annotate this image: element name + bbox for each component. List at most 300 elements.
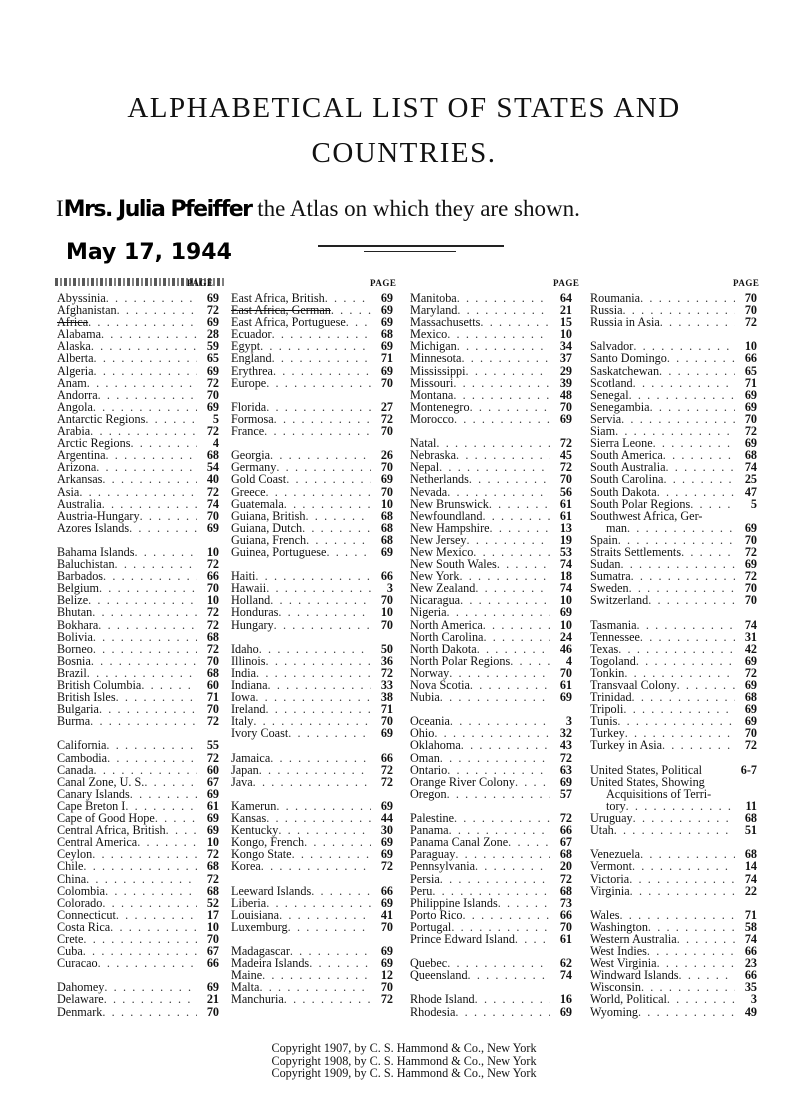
- dot-leader: [94, 764, 197, 776]
- entry-name: Connecticut: [57, 907, 116, 922]
- entry-name: Dahomey: [57, 980, 105, 995]
- dot-leader: [510, 655, 550, 667]
- entry-name: Hawaii: [231, 581, 267, 596]
- entry-name: Andorra: [57, 387, 98, 402]
- dot-leader: [266, 401, 371, 413]
- index-entry: [231, 606, 393, 618]
- dot-leader: [667, 352, 735, 364]
- entry-page-number: 69: [744, 678, 757, 692]
- dot-leader: [273, 365, 371, 377]
- entry-page-number: 70: [380, 424, 393, 439]
- entry-name: Ceylon: [57, 847, 93, 862]
- entry-page-number: 70: [380, 919, 393, 934]
- entry-page-number: 67: [206, 774, 219, 789]
- dot-leader: [663, 449, 735, 461]
- entry-page-number: 55: [206, 738, 219, 753]
- entry-name: British Isles: [57, 690, 116, 705]
- page-title-line-1: ALPHABETICAL LIST OF STATES AND: [127, 92, 681, 124]
- dot-leader: [130, 788, 197, 800]
- entry-name: United States, Showing: [590, 774, 705, 789]
- index-entry: [57, 643, 219, 655]
- index-entry: [231, 885, 393, 897]
- entry-page-number: 11: [745, 798, 757, 813]
- entry-name: Spain: [590, 532, 618, 547]
- entry-name: North America: [410, 617, 483, 632]
- entry-name: Indiana: [231, 678, 268, 692]
- entry-name: Madagascar: [231, 944, 290, 959]
- entry-name: Michigan: [410, 339, 457, 354]
- dot-leader: [620, 558, 735, 570]
- entry-page-number: 43: [559, 738, 572, 753]
- entry-name: Antarctic Regions: [57, 411, 146, 426]
- index-entry: [410, 873, 572, 885]
- dot-leader: [288, 921, 371, 933]
- dot-leader: [469, 473, 550, 485]
- entry-page-number: 61: [559, 931, 572, 946]
- entry-name: Turkey in Asia: [590, 738, 663, 753]
- entry-page-number: 64: [559, 291, 572, 305]
- entry-page-number: 12: [380, 968, 393, 983]
- entry-page-number: 10: [559, 327, 572, 342]
- entry-page-number: 30: [380, 823, 393, 838]
- entry-name: Nepal: [410, 460, 440, 475]
- index-entry: [231, 897, 393, 909]
- dot-leader: [278, 606, 371, 618]
- dot-leader: [130, 437, 197, 449]
- entry-page-number: 72: [559, 436, 572, 451]
- entry-name: Philippine Islands: [410, 895, 498, 910]
- entry-page-number: 42: [744, 641, 757, 656]
- index-entry: [57, 510, 219, 522]
- index-entry: [590, 377, 757, 389]
- index-entry: [57, 715, 219, 727]
- entry-page-number: 70: [380, 460, 393, 475]
- dot-leader: [467, 534, 550, 546]
- entry-page-number: 69: [559, 411, 572, 426]
- entry-page-number: 71: [744, 907, 757, 922]
- entry-name: New Zealand: [410, 581, 476, 596]
- entry-page-number: 70: [744, 291, 757, 305]
- index-entry: [410, 631, 572, 643]
- entry-page-number: 69: [559, 1004, 572, 1019]
- entry-name: Louisiana: [231, 907, 280, 922]
- entry-page-number: 69: [380, 544, 393, 559]
- entry-page-number: 72: [744, 315, 757, 330]
- entry-page-number: 70: [380, 375, 393, 390]
- entry-page-number: 68: [206, 629, 219, 644]
- entry-name: Senegambia: [590, 399, 650, 414]
- dot-leader: [266, 486, 372, 498]
- entry-name: West Indies: [590, 944, 647, 959]
- entry-name: Greece: [231, 484, 266, 499]
- dot-leader: [115, 558, 197, 570]
- dot-leader: [83, 933, 197, 945]
- dot-leader: [262, 969, 371, 981]
- dot-leader: [457, 292, 550, 304]
- index-entry: [231, 752, 393, 764]
- entry-name: Alberta: [57, 351, 94, 366]
- entry-page-number: 57: [559, 786, 572, 801]
- entry-page-number: 72: [744, 544, 757, 559]
- index-entry: [231, 486, 393, 498]
- entry-page-number: 3: [386, 581, 393, 596]
- dot-leader: [636, 655, 735, 667]
- dot-leader: [264, 425, 371, 437]
- index-entry: [410, 752, 572, 764]
- index-entry: [590, 316, 757, 328]
- index-entry: [590, 486, 757, 498]
- entry-page-number: 69: [380, 956, 393, 971]
- dot-leader: [99, 582, 197, 594]
- dot-leader: [626, 800, 735, 812]
- dot-leader: [629, 873, 735, 885]
- entry-name: New South Wales: [410, 557, 497, 572]
- index-entry: [57, 752, 219, 764]
- entry-name: Nicaragua: [410, 593, 461, 608]
- entry-name: Germany: [231, 460, 277, 475]
- entry-name: East Africa, British: [231, 291, 325, 305]
- subtitle: [56, 196, 580, 222]
- entry-page-number: 35: [744, 980, 757, 995]
- entry-page-number: 69: [206, 399, 219, 414]
- dot-leader: [98, 619, 197, 631]
- dot-leader: [455, 1006, 550, 1018]
- dot-leader: [326, 546, 371, 558]
- index-entry: [410, 643, 572, 655]
- dot-leader: [660, 316, 735, 328]
- entry-name: North Polar Regions: [410, 653, 511, 668]
- dot-leader: [266, 582, 371, 594]
- dot-leader: [480, 316, 550, 328]
- index-entry: [410, 739, 572, 751]
- entry-page-number: 74: [559, 557, 572, 572]
- entry-page-number: 70: [380, 593, 393, 608]
- index-entry: [57, 1006, 219, 1018]
- dot-leader: [475, 993, 550, 1005]
- entry-page-number: 70: [559, 665, 572, 680]
- dot-leader: [450, 715, 550, 727]
- dot-leader: [677, 933, 735, 945]
- dot-leader: [110, 921, 197, 933]
- dot-leader: [129, 522, 197, 534]
- dot-leader: [288, 727, 371, 739]
- dot-leader: [690, 498, 735, 510]
- entry-page-number: 72: [206, 617, 219, 632]
- entry-page-number: 69: [744, 714, 757, 729]
- column-header-page-3: PAGE: [553, 278, 580, 288]
- entry-page-number: 70: [559, 472, 572, 487]
- entry-page-number: 65: [744, 363, 757, 378]
- entry-name: Straits Settlements: [590, 544, 682, 559]
- dot-leader: [304, 836, 371, 848]
- dot-leader: [659, 365, 735, 377]
- entry-page-number: 66: [380, 883, 393, 898]
- entry-name: Ontario: [410, 762, 448, 777]
- entry-name: East Africa, Portuguese: [231, 315, 346, 330]
- entry-page-number: 72: [380, 859, 393, 874]
- entry-page-number: 68: [744, 811, 757, 826]
- entry-name: India: [231, 665, 257, 680]
- index-entry: [57, 606, 219, 618]
- entry-name: Alaska: [57, 339, 91, 354]
- page-title-line-2: COUNTRIES.: [311, 137, 497, 169]
- entry-page-number: 72: [744, 738, 757, 753]
- entry-name: England: [231, 351, 272, 366]
- entry-name: Transvaal Colony: [590, 678, 677, 692]
- index-entry: [231, 860, 393, 872]
- dot-leader: [447, 606, 550, 618]
- dot-leader: [256, 667, 371, 679]
- entry-page-number: 70: [206, 653, 219, 668]
- entry-page-number: 5: [212, 411, 219, 426]
- entry-page-number: 69: [380, 339, 393, 354]
- entry-page-number: 3: [565, 714, 572, 729]
- dot-leader: [260, 340, 371, 352]
- index-entry: [231, 365, 393, 377]
- entry-name: Africa: [57, 315, 89, 330]
- index-column-3: [410, 292, 572, 1018]
- entry-name: Belgium: [57, 581, 99, 596]
- entry-name: New Jersey: [410, 532, 467, 547]
- entry-page-number: 66: [744, 944, 757, 959]
- entry-page-number: 69: [380, 315, 393, 330]
- entry-page-number: 26: [380, 448, 393, 463]
- index-entry: [590, 619, 757, 631]
- dot-leader: [145, 413, 197, 425]
- entry-page-number: 3: [750, 992, 757, 1007]
- entry-name: Manitoba: [410, 291, 457, 305]
- entry-page-number: 72: [744, 665, 757, 680]
- entry-page-number: 21: [206, 992, 219, 1007]
- index-entry: [410, 691, 572, 703]
- index-entry: [410, 1006, 572, 1018]
- entry-name: Oklahoma: [410, 738, 461, 753]
- dot-leader: [266, 897, 371, 909]
- dot-leader: [272, 328, 371, 340]
- index-entry: [590, 812, 757, 824]
- dot-leader: [440, 873, 550, 885]
- index-entry: [410, 788, 572, 800]
- entry-name: Tennessee: [590, 629, 640, 644]
- index-entry: [410, 969, 572, 981]
- entry-name: Kentucky: [231, 823, 279, 838]
- dot-leader: [107, 752, 197, 764]
- entry-page-number: 72: [559, 871, 572, 886]
- dot-leader: [141, 679, 197, 691]
- dot-leader: [640, 292, 735, 304]
- entry-name: Porto Rico: [410, 907, 463, 922]
- entry-page-number: 69: [206, 520, 219, 535]
- entry-page-number: 19: [559, 532, 572, 547]
- index-entry: [590, 739, 757, 751]
- index-entry: [57, 885, 219, 897]
- entry-name: Guatemala: [231, 496, 284, 511]
- dot-leader: [462, 909, 550, 921]
- entry-page-number: 61: [559, 496, 572, 511]
- entry-name: Australia: [57, 496, 102, 511]
- dot-leader: [86, 873, 197, 885]
- dot-leader: [614, 824, 735, 836]
- entry-name: Anam: [57, 375, 87, 390]
- date-stamp: May 17, 1944: [66, 240, 232, 265]
- dot-leader: [346, 316, 371, 328]
- entry-page-number: 69: [744, 399, 757, 414]
- entry-page-number: 25: [744, 472, 757, 487]
- index-entry: [57, 377, 219, 389]
- entry-name: Liberia: [231, 895, 267, 910]
- entry-page-number: 17: [206, 907, 219, 922]
- entry-name: Siam: [590, 424, 616, 439]
- entry-name: Baluchistan: [57, 557, 115, 572]
- entry-name: South Australia: [590, 460, 666, 475]
- entry-name: Guiana, Dutch: [231, 520, 303, 535]
- dot-leader: [266, 377, 371, 389]
- entry-page-number: 70: [744, 581, 757, 596]
- entry-name: man: [606, 520, 627, 535]
- entry-name: Maryland: [410, 303, 458, 318]
- entry-page-number: 60: [206, 762, 219, 777]
- entry-page-number: 60: [206, 678, 219, 692]
- entry-name: Netherlands: [410, 472, 469, 487]
- entry-name: Ivory Coast: [231, 726, 289, 741]
- index-entry: [590, 365, 757, 377]
- entry-name: Palestine: [410, 811, 455, 826]
- dot-leader: [637, 619, 735, 631]
- dot-leader: [103, 570, 197, 582]
- entry-page-number: 68: [744, 690, 757, 705]
- entry-page-number: 69: [206, 363, 219, 378]
- dot-leader: [432, 885, 550, 897]
- entry-name: New Mexico: [410, 544, 474, 559]
- entry-page-number: 69: [380, 895, 393, 910]
- entry-page-number: 72: [744, 569, 757, 584]
- index-entry: [590, 764, 757, 776]
- entry-page-number: 69: [744, 702, 757, 717]
- entry-name: Tunis: [590, 714, 618, 729]
- entry-name: Afghanistan: [57, 303, 117, 318]
- entry-name: Erythrea: [231, 363, 273, 378]
- entry-page-number: 69: [380, 363, 393, 378]
- dot-leader: [470, 679, 550, 691]
- dot-leader: [621, 413, 735, 425]
- entry-page-number: 74: [744, 460, 757, 475]
- entry-page-number: 69: [744, 436, 757, 451]
- entry-page-number: 69: [744, 653, 757, 668]
- entry-name: Cape Breton I: [57, 798, 126, 813]
- index-entry: [57, 873, 219, 885]
- index-entry: [590, 873, 757, 885]
- dot-leader: [104, 981, 197, 993]
- dot-leader: [286, 473, 371, 485]
- copyright-line: Copyright 1909, by C. S. Hammond & Co., New York: [271, 1066, 537, 1080]
- entry-page-number: 61: [206, 798, 219, 813]
- dot-leader: [454, 812, 550, 824]
- entry-name: Azores Islands: [57, 520, 130, 535]
- entry-page-number: 74: [744, 617, 757, 632]
- entry-name: Arizona: [57, 460, 97, 475]
- index-entry: [410, 619, 572, 631]
- entry-name: South Carolina: [590, 472, 664, 487]
- entry-name: Massachusetts: [410, 315, 481, 330]
- dot-leader: [498, 897, 550, 909]
- entry-page-number: 72: [559, 811, 572, 826]
- entry-page-number: 69: [559, 774, 572, 789]
- index-entry: [410, 498, 572, 510]
- dot-leader: [266, 655, 371, 667]
- entry-name: Turkey: [590, 726, 625, 741]
- dot-leader: [117, 304, 197, 316]
- entry-name: Cape of Good Hope: [57, 811, 155, 826]
- index-entry: [410, 897, 572, 909]
- dot-leader: [632, 691, 735, 703]
- index-entry: [57, 631, 219, 643]
- entry-page-number: 28: [206, 327, 219, 342]
- dot-leader: [497, 558, 550, 570]
- index-entry: [57, 993, 219, 1005]
- entry-name: Ecuador: [231, 327, 272, 342]
- entry-page-number: 69: [380, 291, 393, 305]
- entry-name: Servia: [590, 411, 622, 426]
- dot-leader: [116, 691, 197, 703]
- dot-leader: [92, 848, 197, 860]
- entry-page-number: 68: [744, 847, 757, 862]
- section-gap: [590, 606, 757, 618]
- entry-page-number: 68: [380, 327, 393, 342]
- entry-page-number: 68: [380, 532, 393, 547]
- entry-page-number: 72: [206, 605, 219, 620]
- entry-page-number: 5: [750, 496, 757, 511]
- entry-name: Prince Edward Island: [410, 931, 515, 946]
- dot-leader: [632, 860, 735, 872]
- entry-page-number: 23: [744, 956, 757, 971]
- dot-leader: [96, 461, 197, 473]
- dot-leader: [325, 292, 371, 304]
- entry-name: Togoland: [590, 653, 636, 668]
- entry-page-number: 72: [380, 992, 393, 1007]
- entry-page-number: 68: [559, 883, 572, 898]
- entry-page-number: 53: [559, 544, 572, 559]
- entry-name: Bahama Islands: [57, 544, 135, 559]
- entry-name: tory: [606, 798, 626, 813]
- index-entry: [231, 679, 393, 691]
- entry-page-number: 72: [206, 750, 219, 765]
- copyright-block: [0, 1042, 808, 1080]
- dot-leader: [633, 377, 735, 389]
- entry-name: Kansas: [231, 811, 267, 826]
- entry-page-number: 15: [559, 315, 572, 330]
- entry-name: Formosa: [231, 411, 274, 426]
- dot-leader: [104, 993, 197, 1005]
- entry-page-number: 62: [559, 956, 572, 971]
- entry-page-number: 10: [206, 919, 219, 934]
- entry-page-number: 34: [559, 339, 572, 354]
- dot-leader: [284, 498, 371, 510]
- entry-page-number: [735, 510, 757, 522]
- dot-leader: [489, 498, 550, 510]
- section-gap: [590, 752, 757, 764]
- entry-name: Madeira Islands: [231, 956, 310, 971]
- entry-page-number: 74: [559, 581, 572, 596]
- dot-leader: [454, 413, 550, 425]
- entry-name: Quebec: [410, 956, 448, 971]
- dot-leader: [640, 631, 735, 643]
- section-gap: [231, 739, 393, 751]
- index-column-1: [57, 292, 219, 1018]
- entry-name: Cambodia: [57, 750, 108, 765]
- entry-page-number: 72: [206, 641, 219, 656]
- index-entry: [590, 510, 757, 522]
- entry-page-number: 69: [206, 315, 219, 330]
